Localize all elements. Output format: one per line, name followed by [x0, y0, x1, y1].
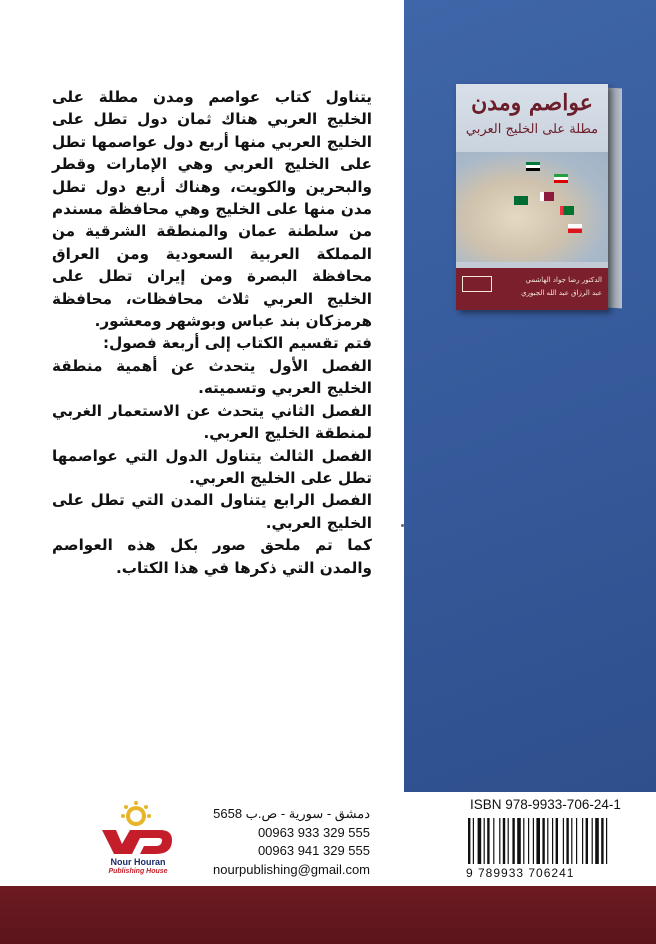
barcode-bar — [493, 818, 494, 864]
publisher-email: nourpublishing@gmail.com — [213, 861, 370, 877]
barcode-bar — [523, 818, 524, 864]
publisher-phone-1: 00963 933 329 555 — [257, 824, 370, 840]
barcode-bar — [499, 818, 500, 864]
barcode-bar — [517, 818, 521, 864]
print-speck — [401, 524, 404, 527]
barcode-bar — [468, 818, 470, 864]
book-author-2: عبد الرزاق عبد الله الجبوري — [521, 289, 602, 297]
barcode-bar — [533, 818, 534, 864]
flag-icon — [554, 174, 568, 183]
book-author-band — [456, 268, 608, 310]
book-subtitle: مطلة على الخليج العربي — [465, 122, 599, 137]
barcode-bar — [508, 818, 509, 864]
back-cover-description — [52, 86, 372, 579]
barcode-bar — [552, 818, 553, 864]
publisher-contact — [170, 805, 370, 879]
barcode-icon — [464, 818, 640, 870]
publisher-logo-icon — [92, 800, 182, 860]
barcode-bar — [566, 818, 568, 864]
flag-icon — [540, 192, 554, 201]
barcode-bar — [601, 818, 603, 864]
isbn-label: ISBN 978-9933-706-24-1 — [470, 797, 621, 812]
publisher-phone-2: 00963 941 329 555 — [257, 843, 370, 858]
description-paragraph: الفصل الثاني يتحدث عن الاستعمار الغربي لمنطقة الخليج العربي. — [52, 401, 372, 443]
cover-bottom-band — [0, 886, 656, 944]
book-authors — [521, 274, 602, 300]
book-spine — [608, 88, 622, 309]
barcode-bar — [563, 818, 564, 864]
barcode-bar — [586, 818, 588, 864]
publisher-mini-logo — [462, 276, 492, 292]
book-title: عواصم ومدن — [471, 90, 593, 116]
barcode-bar — [547, 818, 548, 864]
gulf-map-image — [456, 152, 608, 262]
description-paragraph: الفصل الثالث يتناول الدول التي عواصمها تطل على الخليج العربي. — [52, 446, 372, 487]
barcode-bar — [512, 818, 514, 864]
barcode-bar — [536, 818, 540, 864]
description-paragraph: فتم تقسيم الكتاب إلى أربعة فصول: — [103, 334, 372, 353]
barcode-bar — [592, 818, 593, 864]
description-paragraph: الفصل الأول يتحدث عن أهمية منطقة الخليج العربي وتسميته. — [52, 356, 372, 398]
barcode-bar — [542, 818, 544, 864]
barcode-bar — [576, 818, 577, 864]
book-cover-thumbnail — [456, 84, 608, 310]
description-paragraph: كما تم ملحق صور بكل هذه العواصم والمدن التي ذكرها في هذا الكتاب. — [52, 536, 372, 577]
flag-icon — [514, 196, 528, 205]
flag-icon — [568, 224, 582, 233]
flag-icon — [560, 206, 574, 215]
flag-icon — [526, 162, 540, 171]
barcode-bar — [478, 818, 482, 864]
barcode-bar — [556, 818, 558, 864]
barcode-bar — [528, 818, 529, 864]
barcode-bar — [595, 818, 599, 864]
publisher-logo-name: Nour Houran — [110, 857, 166, 867]
barcode-bar — [484, 818, 485, 864]
isbn-digits: 9 789933 706241 — [466, 866, 575, 880]
barcode-bar — [606, 818, 607, 864]
barcode-bar — [582, 818, 583, 864]
publisher-address: دمشق - سورية - ص.ب 5658 — [213, 806, 370, 821]
barcode-bar — [503, 818, 505, 864]
description-paragraph: يتناول كتاب عواصم ومدن مطلة على الخليج العربي هناك ثمان دول تطل على الخليج العربي منها أربع دول عواصمها تطل على الخليج العربي وهي الإمارات وقطر والبحرين والكويت، وهناك أربع دول تطل مدن منها على الخليج وهي محافظة مسندم من سلطنة عمان والمنطقة الشرقية من المملكة العربية السعودية ومن العراق محافظة البصرة ومن إيران تطل على الخليج العربي ثلاث محافظات، محافظة هرمزكان بند عباس وبوشهر ومعشور. — [52, 88, 372, 331]
barcode-bar — [571, 818, 572, 864]
barcode-bar — [487, 818, 489, 864]
book-author-1: الدكتور رضا جواد الهاشمي — [525, 276, 602, 284]
barcode-bar — [473, 818, 474, 864]
description-paragraph: الفصل الرابع يتناول المدن التي تطل على الخليج العربي. — [52, 491, 372, 532]
publisher-logo-subtitle: Publishing House — [108, 868, 168, 875]
